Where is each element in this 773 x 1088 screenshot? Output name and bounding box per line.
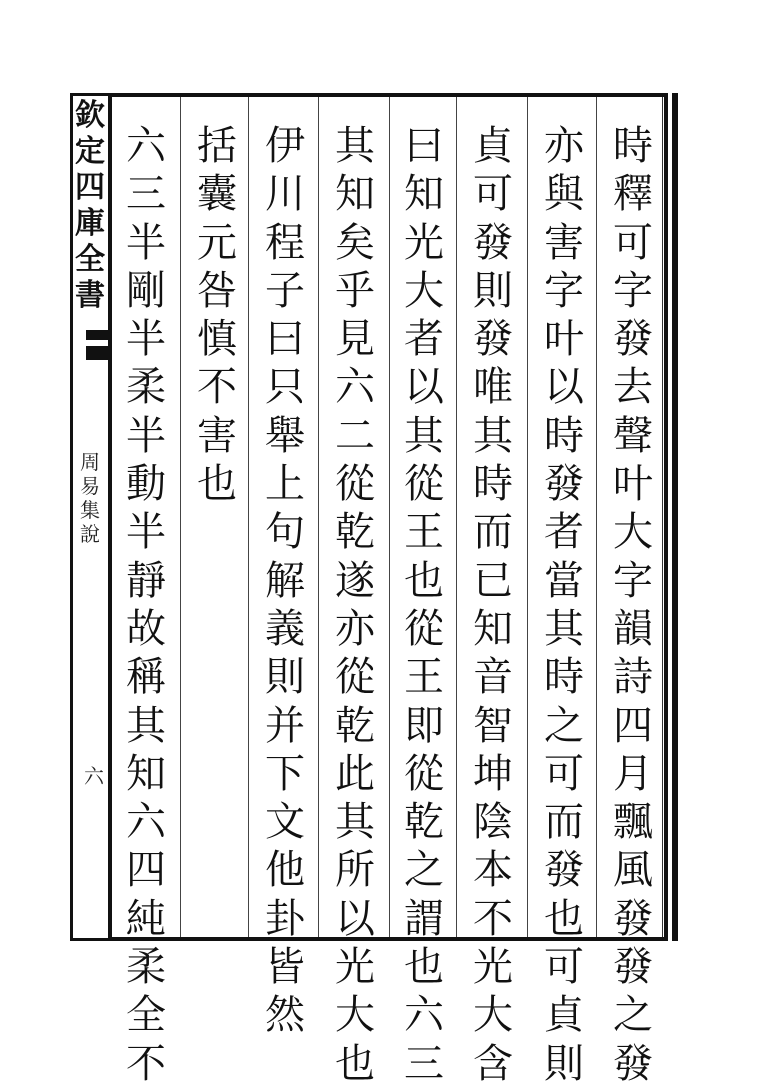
text-character: 其 — [335, 799, 375, 846]
text-character: 柔 — [126, 944, 166, 991]
text-character: 義 — [265, 605, 305, 652]
text-character: 囊 — [197, 171, 237, 218]
text-character: 二 — [335, 412, 375, 459]
text-character: 卦 — [265, 895, 305, 942]
title-character: 全 — [75, 242, 105, 277]
text-character: 知 — [126, 750, 166, 797]
text-character: 全 — [126, 992, 166, 1039]
text-character: 知 — [473, 605, 513, 652]
text-character: 不 — [126, 1040, 166, 1087]
text-character: 慎 — [197, 316, 237, 363]
title-character: 易 — [80, 474, 100, 498]
text-character: 伊 — [265, 123, 305, 169]
text-character: 文 — [265, 799, 305, 846]
text-character: 字 — [544, 267, 584, 314]
text-character: 發 — [473, 316, 513, 363]
text-character: 即 — [404, 702, 444, 749]
text-character: 不 — [473, 895, 513, 942]
text-character: 唯 — [473, 364, 513, 411]
title-character: 庫 — [75, 206, 105, 241]
text-character: 陰 — [473, 799, 513, 846]
text-character: 元 — [197, 219, 237, 266]
text-character: 發 — [473, 219, 513, 266]
title-character: 四 — [75, 170, 105, 205]
text-character: 皆 — [265, 944, 305, 991]
text-character: 曰 — [265, 316, 305, 363]
text-character: 之 — [613, 992, 653, 1039]
text-column-4 — [395, 122, 453, 1088]
text-character: 大 — [613, 509, 653, 556]
text-character: 以 — [404, 364, 444, 411]
fish-tail-gap — [86, 340, 108, 346]
text-character: 乎 — [335, 267, 375, 314]
frame-outer-right-rule — [672, 93, 678, 941]
text-character: 靜 — [126, 557, 166, 604]
text-character: 字 — [613, 267, 653, 314]
text-character: 發 — [613, 316, 653, 363]
text-column-6 — [256, 122, 314, 1040]
frame-inner-right-rule — [662, 97, 663, 937]
text-character: 發 — [544, 847, 584, 894]
column-divider — [456, 97, 457, 937]
text-character: 也 — [404, 557, 444, 604]
text-character: 其 — [473, 412, 513, 459]
text-character: 坤 — [473, 750, 513, 797]
text-character: 曰 — [404, 123, 444, 169]
text-character: 叶 — [613, 461, 653, 508]
text-character: 從 — [335, 654, 375, 701]
text-character: 可 — [544, 944, 584, 991]
text-character: 其 — [335, 123, 375, 169]
text-character: 半 — [126, 412, 166, 459]
text-character: 光 — [404, 219, 444, 266]
text-character: 不 — [197, 364, 237, 411]
text-character: 亦 — [335, 605, 375, 652]
text-character: 可 — [544, 750, 584, 797]
text-character: 韻 — [613, 605, 653, 652]
text-character: 謂 — [404, 895, 444, 942]
text-character: 上 — [265, 461, 305, 508]
text-character: 智 — [473, 702, 513, 749]
text-character: 從 — [404, 605, 444, 652]
text-character: 聲 — [613, 412, 653, 459]
text-character: 者 — [544, 509, 584, 556]
text-character: 而 — [544, 799, 584, 846]
text-character: 音 — [473, 654, 513, 701]
text-column-7 — [188, 122, 246, 508]
text-character: 矣 — [335, 219, 375, 266]
text-character: 只 — [265, 364, 305, 411]
text-character: 下 — [265, 750, 305, 797]
text-character: 柔 — [126, 364, 166, 411]
text-character: 發 — [544, 461, 584, 508]
text-character: 光 — [335, 944, 375, 991]
text-character: 可 — [613, 219, 653, 266]
text-character: 也 — [197, 461, 237, 508]
text-character: 川 — [265, 171, 305, 218]
text-character: 亦 — [544, 123, 584, 169]
text-character: 乾 — [335, 509, 375, 556]
text-character: 害 — [544, 219, 584, 266]
text-character: 貞 — [473, 123, 513, 169]
text-character: 時 — [544, 412, 584, 459]
text-character: 其 — [544, 605, 584, 652]
text-character: 稱 — [126, 654, 166, 701]
text-character: 動 — [126, 461, 166, 508]
book-title — [78, 450, 102, 546]
text-character: 剛 — [126, 267, 166, 314]
text-character: 其 — [404, 412, 444, 459]
title-character: 書 — [75, 278, 105, 313]
text-character: 知 — [335, 171, 375, 218]
column-divider — [180, 97, 181, 937]
text-character: 以 — [335, 895, 375, 942]
text-column-2 — [535, 122, 593, 1088]
text-character: 舉 — [265, 412, 305, 459]
text-character: 則 — [265, 654, 305, 701]
text-character: 者 — [404, 316, 444, 363]
text-character: 與 — [544, 171, 584, 218]
text-character: 從 — [404, 461, 444, 508]
text-character: 四 — [613, 702, 653, 749]
text-character: 也 — [335, 1040, 375, 1087]
text-character: 他 — [265, 847, 305, 894]
title-character: 說 — [80, 522, 100, 546]
title-character: 周 — [80, 450, 100, 474]
text-column-8 — [117, 122, 175, 1088]
text-character: 發 — [613, 895, 653, 942]
text-character: 發 — [613, 1040, 653, 1087]
text-character: 之 — [544, 702, 584, 749]
text-character: 也 — [544, 895, 584, 942]
text-character: 其 — [126, 702, 166, 749]
text-character: 叶 — [544, 316, 584, 363]
text-character: 以 — [544, 364, 584, 411]
text-character: 故 — [126, 605, 166, 652]
column-divider — [596, 97, 597, 937]
text-character: 釋 — [613, 171, 653, 218]
text-character: 光 — [473, 944, 513, 991]
text-character: 則 — [544, 1040, 584, 1087]
text-character: 此 — [335, 750, 375, 797]
text-character: 含 — [473, 1040, 513, 1087]
text-character: 純 — [126, 895, 166, 942]
text-character: 咎 — [197, 267, 237, 314]
collection-title — [72, 98, 108, 318]
text-character: 并 — [265, 702, 305, 749]
text-character: 從 — [404, 750, 444, 797]
text-character: 也 — [404, 944, 444, 991]
text-character: 時 — [544, 654, 584, 701]
text-character: 半 — [126, 219, 166, 266]
text-character: 然 — [265, 992, 305, 1039]
text-character: 字 — [613, 557, 653, 604]
text-character: 已 — [473, 557, 513, 604]
text-character: 六 — [126, 799, 166, 846]
text-character: 詩 — [613, 654, 653, 701]
column-divider — [527, 97, 528, 937]
text-character: 子 — [265, 267, 305, 314]
text-column-1 — [604, 122, 662, 1088]
column-divider — [389, 97, 390, 937]
text-character: 時 — [613, 123, 653, 169]
text-character: 大 — [404, 267, 444, 314]
text-character: 四 — [126, 847, 166, 894]
text-character: 之 — [404, 847, 444, 894]
text-character: 可 — [473, 171, 513, 218]
text-character: 半 — [126, 316, 166, 363]
text-character: 程 — [265, 219, 305, 266]
text-character: 六 — [126, 123, 166, 169]
title-character: 定 — [75, 134, 105, 169]
text-character: 王 — [404, 509, 444, 556]
text-character: 則 — [473, 267, 513, 314]
text-character: 所 — [335, 847, 375, 894]
text-character: 乾 — [335, 702, 375, 749]
text-character: 時 — [473, 461, 513, 508]
text-character: 貞 — [544, 992, 584, 1039]
text-character: 去 — [613, 364, 653, 411]
text-character: 六 — [335, 364, 375, 411]
folio-number: 六 — [84, 764, 104, 788]
margin-top-rule — [70, 93, 110, 96]
text-character: 當 — [544, 557, 584, 604]
text-character: 括 — [197, 123, 237, 169]
column-divider — [248, 97, 249, 937]
text-character: 風 — [613, 847, 653, 894]
text-character: 害 — [197, 412, 237, 459]
text-character: 從 — [335, 461, 375, 508]
text-character: 六 — [404, 992, 444, 1039]
text-character: 本 — [473, 847, 513, 894]
text-character: 大 — [473, 992, 513, 1039]
text-column-3 — [464, 122, 522, 1088]
text-character: 三 — [404, 1040, 444, 1087]
text-character: 知 — [404, 171, 444, 218]
text-character: 而 — [473, 509, 513, 556]
text-character: 遂 — [335, 557, 375, 604]
column-divider — [318, 97, 319, 937]
text-column-5 — [326, 122, 384, 1088]
text-character: 月 — [613, 750, 653, 797]
text-character: 飄 — [613, 799, 653, 846]
text-character: 發 — [613, 944, 653, 991]
text-character: 半 — [126, 509, 166, 556]
text-character: 見 — [335, 316, 375, 363]
margin-bottom-rule — [70, 938, 110, 941]
text-character: 大 — [335, 992, 375, 1039]
title-character: 欽 — [75, 98, 105, 133]
text-character: 句 — [265, 509, 305, 556]
title-character: 集 — [80, 498, 100, 522]
text-character: 乾 — [404, 799, 444, 846]
text-character: 解 — [265, 557, 305, 604]
text-character: 王 — [404, 654, 444, 701]
text-character: 三 — [126, 171, 166, 218]
